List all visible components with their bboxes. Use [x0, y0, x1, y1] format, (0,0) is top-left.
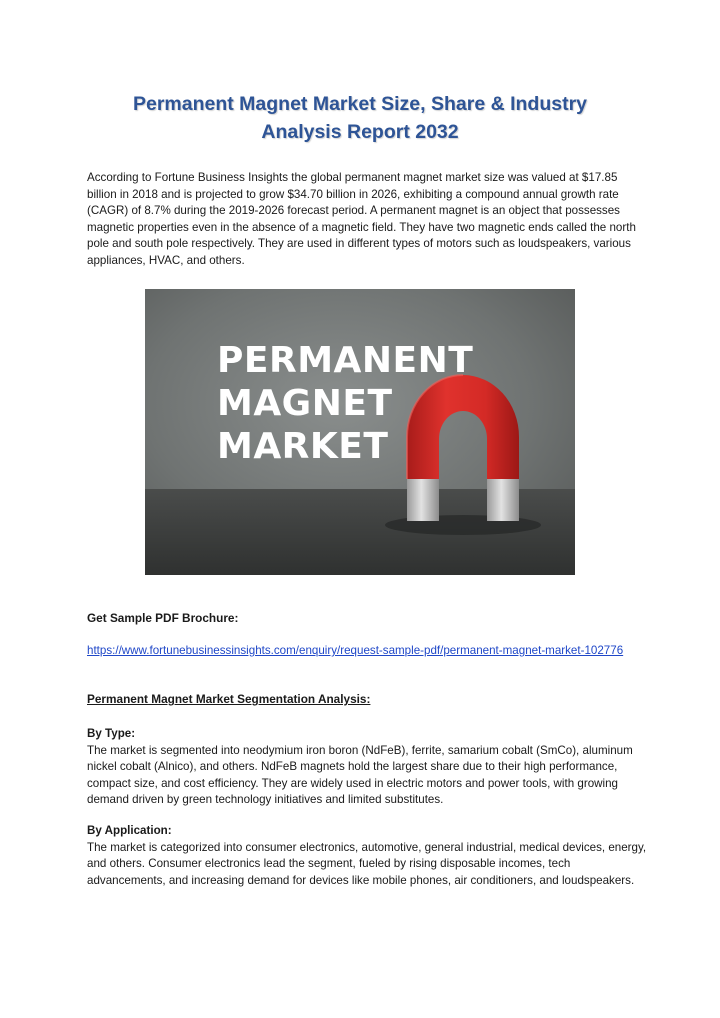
- hero-caption-line-2: MAGNET: [217, 383, 393, 424]
- by-application-title: By Application:: [87, 824, 172, 837]
- title-line-2: Analysis Report 2032: [261, 121, 459, 143]
- hero-caption-line-3: MARKET: [217, 426, 389, 467]
- sample-brochure-label: Get Sample PDF Brochure:: [87, 611, 239, 625]
- hero-image: [145, 289, 575, 575]
- by-application-text: The market is categorized into consumer electronics, automotive, general industrial, medical devices, energy, and others. Consumer electronics lead the segment, fueled by rising disposable incomes, tech advancements, and increasing demand for devices like mobile phones, air conditioners, and loudspeakers.: [87, 840, 647, 887]
- sample-brochure-link[interactable]: https://www.fortunebusinessinsights.com/enquiry/request-sample-pdf/permanent-magnet-market-102776: [87, 644, 624, 657]
- by-type-text: The market is segmented into neodymium iron boron (NdFeB), ferrite, samarium cobalt (SmCo), aluminum nickel cobalt (Alnico), and others. NdFeB magnets hold the largest share due to their high performance, compact size, and cost efficiency. They are widely used in electric motors and power tools, with growing demand driven by green technology initiatives and limited substitutes.: [87, 743, 633, 807]
- intro-paragraph: According to Fortune Business Insights the global permanent magnet market size was valued at $17.85 billion in 2018 and is projected to grow $34.70 billion in 2026, exhibiting a compound annual growth rate (CAGR) of 8.7% during the 2019-2026 forecast period. A permanent magnet is an object that possesses magnetic properties even in the absence of a magnetic field. They have two magnetic ends called the north pole and south pole respectively. They are used in different types of motors such as loudspeakers, various appliances, HVAC, and others.: [87, 171, 636, 267]
- by-application-section: [87, 823, 647, 889]
- page-title: [60, 90, 660, 146]
- by-type-title: By Type:: [87, 727, 136, 740]
- segmentation-heading: Permanent Magnet Market Segmentation Analysis:: [87, 692, 371, 706]
- hero-caption: [217, 339, 474, 468]
- title-line-1: Permanent Magnet Market Size, Share & Industry: [132, 93, 588, 115]
- hero-caption-line-1: PERMANENT: [217, 340, 474, 381]
- by-type-section: [87, 726, 647, 809]
